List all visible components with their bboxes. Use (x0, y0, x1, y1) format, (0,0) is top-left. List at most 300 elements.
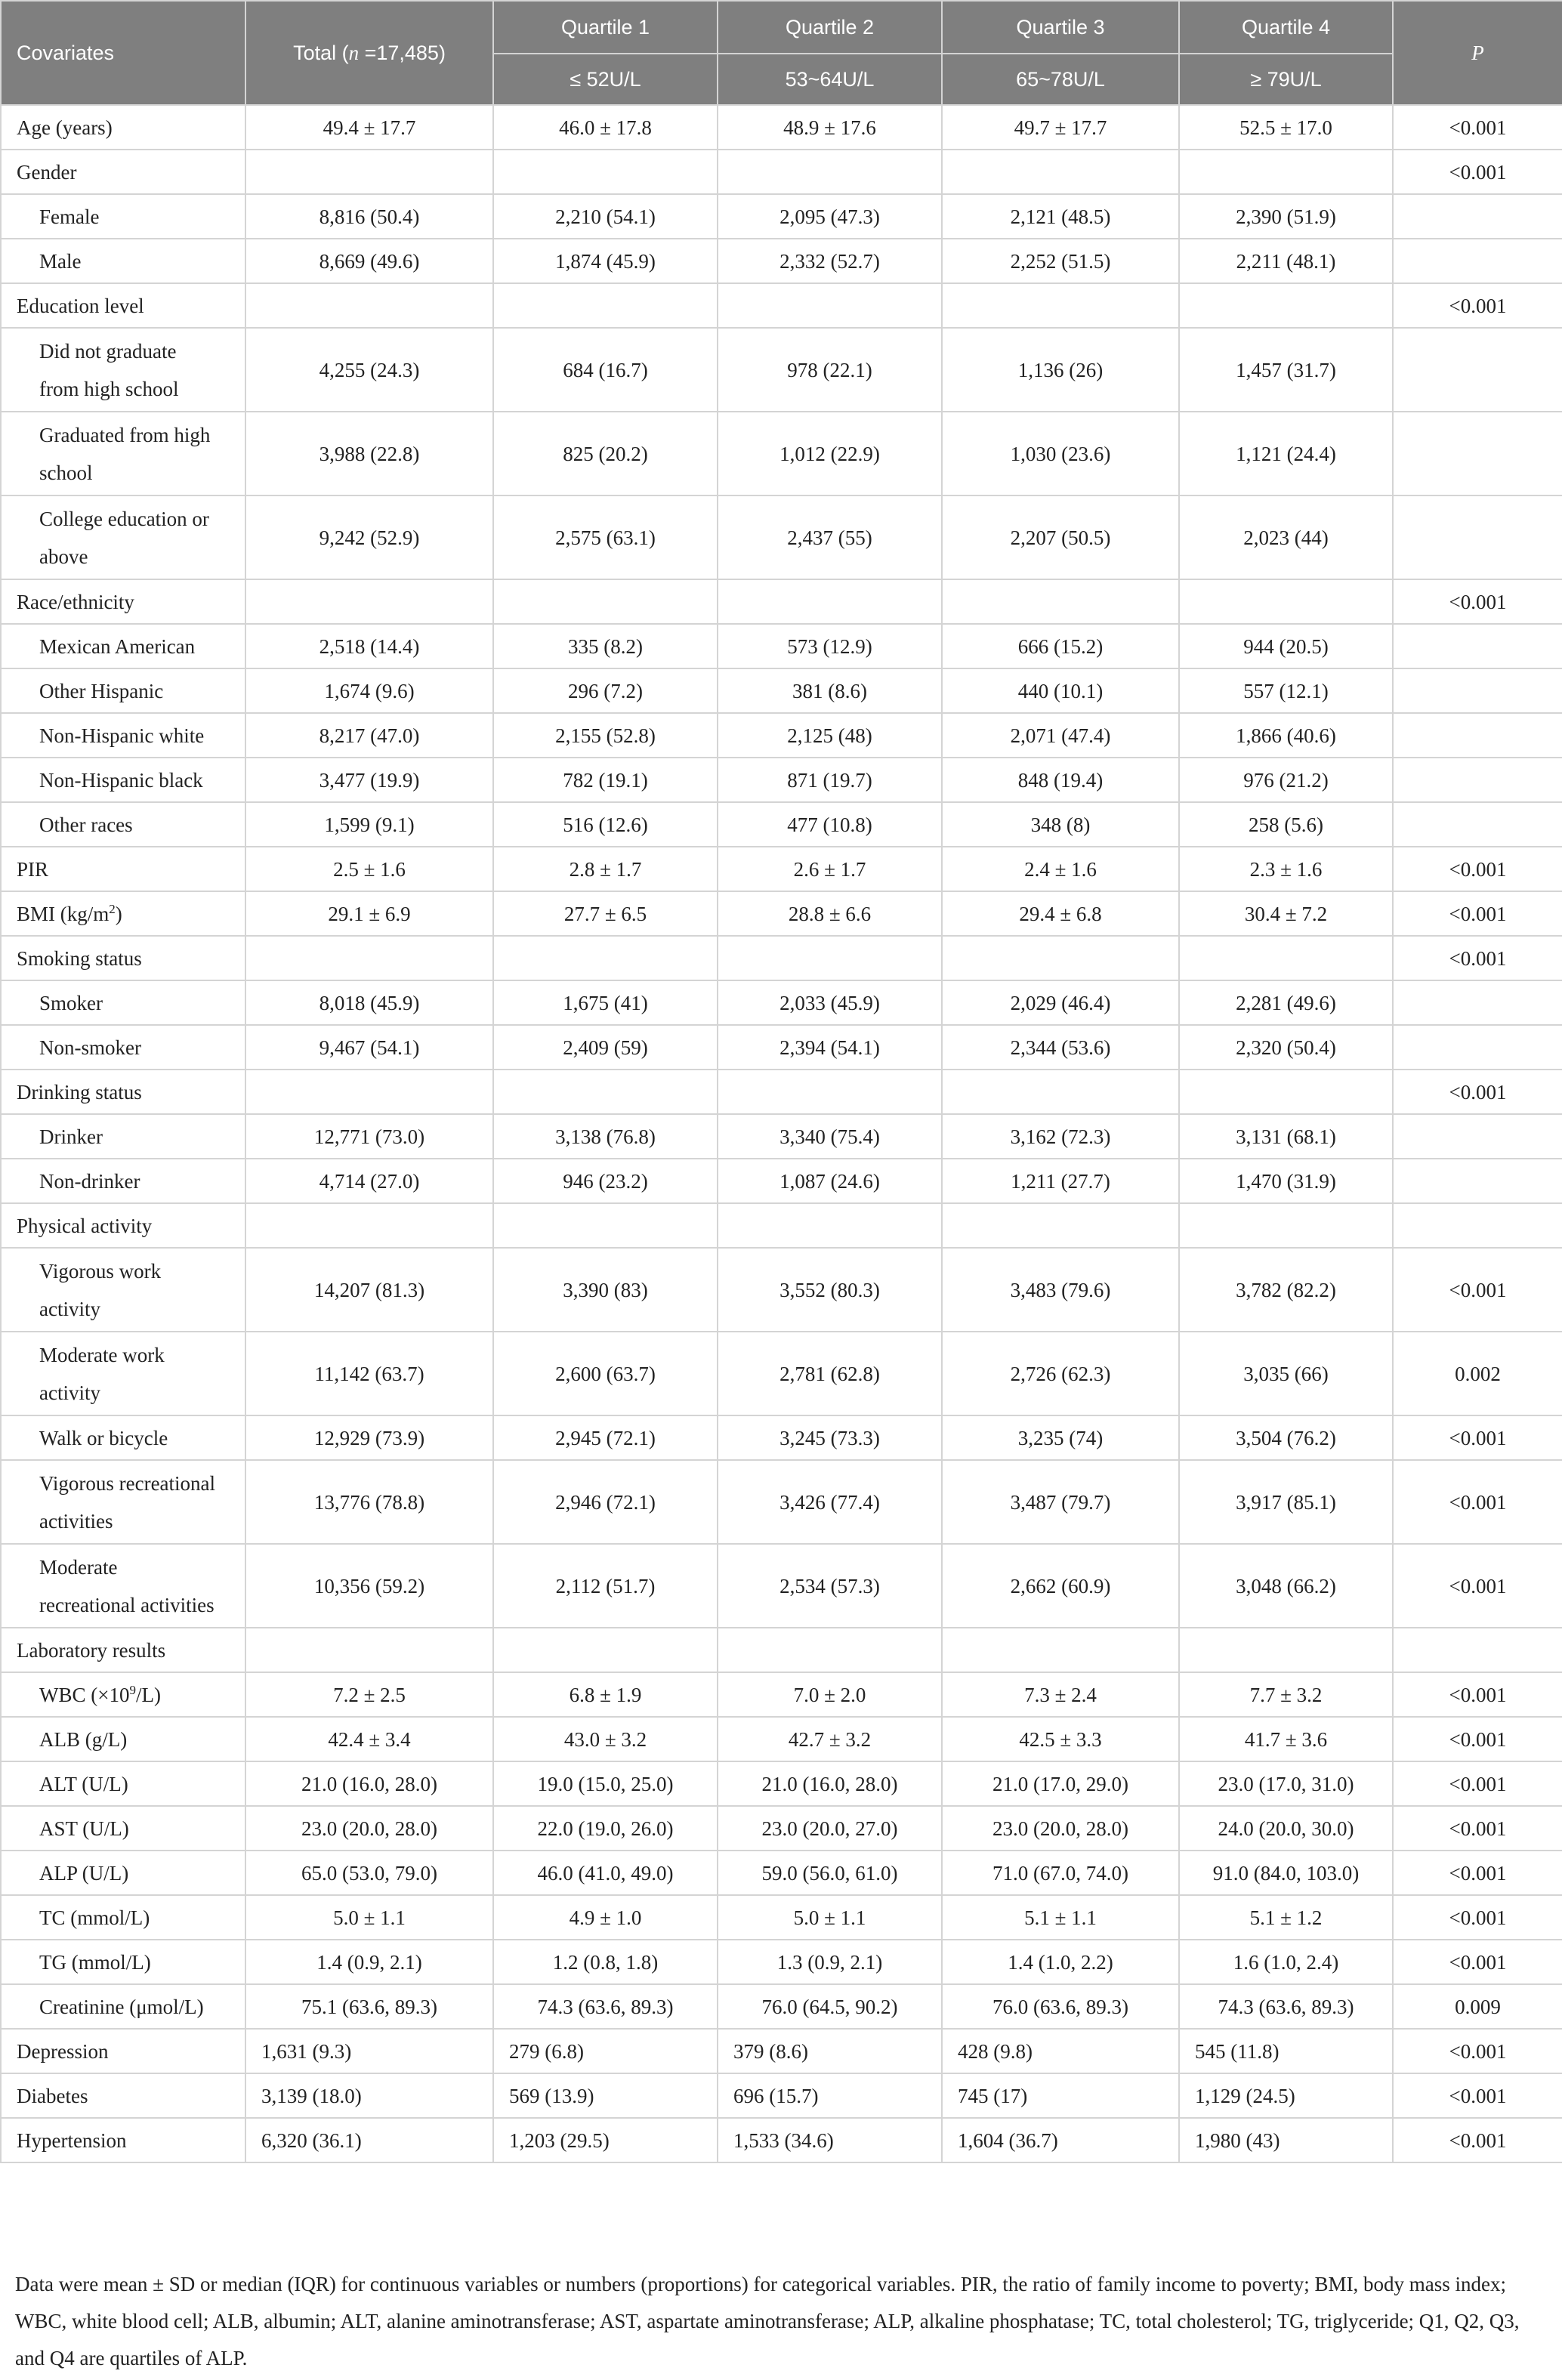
cell-total: 9,467 (54.1) (245, 1025, 493, 1070)
cell-q4: 52.5 ± 17.0 (1179, 105, 1393, 150)
cell-q1: 2,112 (51.7) (493, 1544, 718, 1628)
cell-q3 (942, 283, 1179, 328)
row-label: TG (mmol/L) (1, 1940, 245, 1984)
cell-p: <0.001 (1393, 1895, 1562, 1940)
row-label: Gender (1, 150, 245, 194)
cell-q2: 2,781 (62.8) (718, 1332, 942, 1415)
cell-q1 (493, 579, 718, 624)
row-label: Graduated from high school (1, 412, 245, 495)
cell-q4 (1179, 1203, 1393, 1248)
row-label: Non-smoker (1, 1025, 245, 1070)
cell-q1 (493, 1203, 718, 1248)
header-quartile-1-range: ≤ 52U/L (493, 54, 718, 105)
table-row (1, 1332, 1562, 1415)
row-label: BMI $(kg/m^2)$ (1, 891, 245, 936)
cell-q3: 1,211 (27.7) (942, 1159, 1179, 1203)
cell-q4 (1179, 283, 1393, 328)
cell-p: <0.001 (1393, 105, 1562, 150)
cell-q2: 3,245 (73.3) (718, 1415, 942, 1460)
cell-p (1393, 624, 1562, 668)
cell-q2 (718, 150, 942, 194)
table-row (1, 1114, 1562, 1159)
cell-q2: 3,552 (80.3) (718, 1248, 942, 1332)
cell-total: 1,674 (9.6) (245, 668, 493, 713)
cell-p: <0.001 (1393, 1672, 1562, 1717)
cell-total: 6,320 (36.1) (245, 2118, 493, 2162)
cell-q1: 782 (19.1) (493, 758, 718, 802)
cell-total (245, 1628, 493, 1672)
cell-q4: 3,035 (66) (1179, 1332, 1393, 1415)
table-row (1, 194, 1562, 239)
cell-total: 5.0 ± 1.1 (245, 1895, 493, 1940)
cell-total: 3,477 (19.9) (245, 758, 493, 802)
cell-q1: 1.2 (0.8, 1.8) (493, 1940, 718, 1984)
cell-q1: 3,138 (76.8) (493, 1114, 718, 1159)
cell-p: <0.001 (1393, 579, 1562, 624)
header-quartile-3: Quartile 3 (942, 1, 1179, 54)
cell-p (1393, 1203, 1562, 1248)
cell-q4: 41.7 ± 3.6 (1179, 1717, 1393, 1761)
cell-q3: 5.1 ± 1.1 (942, 1895, 1179, 1940)
cell-q2: 2,033 (45.9) (718, 980, 942, 1025)
table-row (1, 1544, 1562, 1628)
cell-total: 9,242 (52.9) (245, 495, 493, 579)
cell-total: 65.0 (53.0, 79.0) (245, 1851, 493, 1895)
row-label: WBC $(\times 10^9/L)$ (1, 1672, 245, 1717)
row-label: ALT (U/L) (1, 1761, 245, 1806)
cell-p: <0.001 (1393, 891, 1562, 936)
cell-q1: 825 (20.2) (493, 412, 718, 495)
table-row (1, 1672, 1562, 1717)
cell-q4: 23.0 (17.0, 31.0) (1179, 1761, 1393, 1806)
cell-total: 21.0 (16.0, 28.0) (245, 1761, 493, 1806)
cell-q4: 3,048 (66.2) (1179, 1544, 1393, 1628)
cell-q1 (493, 150, 718, 194)
cell-total (245, 936, 493, 980)
cell-q3: 848 (19.4) (942, 758, 1179, 802)
table-row (1, 802, 1562, 847)
cell-q4: 1,866 (40.6) (1179, 713, 1393, 758)
cell-q4 (1179, 936, 1393, 980)
cell-p: 0.002 (1393, 1332, 1562, 1415)
cell-q4: 1.6 (1.0, 2.4) (1179, 1940, 1393, 1984)
row-label: AST (U/L) (1, 1806, 245, 1851)
table-row (1, 150, 1562, 194)
cell-q2: 76.0 (64.5, 90.2) (718, 1984, 942, 2029)
table-row (1, 1940, 1562, 1984)
cell-q4: 1,121 (24.4) (1179, 412, 1393, 495)
cell-q2: 2,125 (48) (718, 713, 942, 758)
cell-total: 14,207 (81.3) (245, 1248, 493, 1332)
cell-p (1393, 1114, 1562, 1159)
header-quartile-2: Quartile 2 (718, 1, 942, 54)
cell-q2: 978 (22.1) (718, 328, 942, 412)
cell-q1: 2.8 ± 1.7 (493, 847, 718, 891)
cell-q3 (942, 1203, 1179, 1248)
cell-q1 (493, 1070, 718, 1114)
cell-q2 (718, 579, 942, 624)
cell-q4: 2,023 (44) (1179, 495, 1393, 579)
cell-p (1393, 758, 1562, 802)
cell-total: 1,631 (9.3) (245, 2029, 493, 2073)
cell-total: 12,771 (73.0) (245, 1114, 493, 1159)
cell-total: 10,356 (59.2) (245, 1544, 493, 1628)
cell-p: <0.001 (1393, 1940, 1562, 1984)
cell-q1: 296 (7.2) (493, 668, 718, 713)
row-label: Mexican American (1, 624, 245, 668)
cell-total: 29.1 ± 6.9 (245, 891, 493, 936)
cell-total: 8,816 (50.4) (245, 194, 493, 239)
cell-p (1393, 194, 1562, 239)
cell-q1: 2,945 (72.1) (493, 1415, 718, 1460)
cell-q2: 573 (12.9) (718, 624, 942, 668)
table-row (1, 758, 1562, 802)
cell-q2 (718, 936, 942, 980)
cell-q1: 4.9 ± 1.0 (493, 1895, 718, 1940)
cell-q1 (493, 1628, 718, 1672)
cell-p: <0.001 (1393, 1544, 1562, 1628)
cell-q3: 2,344 (53.6) (942, 1025, 1179, 1070)
table-row (1, 847, 1562, 891)
cell-total: 13,776 (78.8) (245, 1460, 493, 1544)
cell-q4: 74.3 (63.6, 89.3) (1179, 1984, 1393, 2029)
table-row (1, 1895, 1562, 1940)
cell-q3: 440 (10.1) (942, 668, 1179, 713)
cell-q3: 3,235 (74) (942, 1415, 1179, 1460)
cell-p (1393, 1159, 1562, 1203)
cell-q4: 1,470 (31.9) (1179, 1159, 1393, 1203)
cell-total: 11,142 (63.7) (245, 1332, 493, 1415)
table-row (1, 1248, 1562, 1332)
table-row (1, 936, 1562, 980)
cell-q1: 1,203 (29.5) (493, 2118, 718, 2162)
cell-q2: 1,012 (22.9) (718, 412, 942, 495)
cell-q4: 2.3 ± 1.6 (1179, 847, 1393, 891)
cell-q4: 30.4 ± 7.2 (1179, 891, 1393, 936)
row-label: Vigorous work activity (1, 1248, 245, 1332)
header-total: Total (n =17,485) (245, 1, 493, 105)
cell-q1: 46.0 (41.0, 49.0) (493, 1851, 718, 1895)
table-row (1, 1717, 1562, 1761)
row-label: Other Hispanic (1, 668, 245, 713)
header-covariates: Covariates (1, 1, 245, 105)
table-row (1, 579, 1562, 624)
cell-q4: 2,320 (50.4) (1179, 1025, 1393, 1070)
row-label: Drinking status (1, 1070, 245, 1114)
cell-q2: 42.7 ± 3.2 (718, 1717, 942, 1761)
cell-p (1393, 980, 1562, 1025)
cell-q3 (942, 1628, 1179, 1672)
cell-q4: 976 (21.2) (1179, 758, 1393, 802)
cell-total: 12,929 (73.9) (245, 1415, 493, 1460)
cell-q3: 2,252 (51.5) (942, 239, 1179, 283)
cell-q2: 7.0 ± 2.0 (718, 1672, 942, 1717)
cell-p: <0.001 (1393, 1717, 1562, 1761)
cell-total (245, 150, 493, 194)
cell-q3: 3,162 (72.3) (942, 1114, 1179, 1159)
cell-q1: 335 (8.2) (493, 624, 718, 668)
header-quartile-3-range: 65~78U/L (942, 54, 1179, 105)
cell-q1: 569 (13.9) (493, 2073, 718, 2118)
cell-q4: 3,782 (82.2) (1179, 1248, 1393, 1332)
cell-q4: 24.0 (20.0, 30.0) (1179, 1806, 1393, 1851)
cell-p: 0.009 (1393, 1984, 1562, 2029)
cell-q2: 3,340 (75.4) (718, 1114, 942, 1159)
row-label: Female (1, 194, 245, 239)
cell-q2: 2,437 (55) (718, 495, 942, 579)
cell-p: <0.001 (1393, 150, 1562, 194)
table-row (1, 1070, 1562, 1114)
cell-p (1393, 328, 1562, 412)
cell-total: 4,714 (27.0) (245, 1159, 493, 1203)
row-label: Moderate work activity (1, 1332, 245, 1415)
cell-q2 (718, 1203, 942, 1248)
table-row (1, 412, 1562, 495)
row-label: ALB (g/L) (1, 1717, 245, 1761)
row-label: Other races (1, 802, 245, 847)
cell-q2: 2,095 (47.3) (718, 194, 942, 239)
cell-q4: 258 (5.6) (1179, 802, 1393, 847)
cell-q2: 21.0 (16.0, 28.0) (718, 1761, 942, 1806)
row-label: College education or above (1, 495, 245, 579)
table-row (1, 1460, 1562, 1544)
cell-q2: 1,087 (24.6) (718, 1159, 942, 1203)
table-row (1, 1203, 1562, 1248)
cell-q3 (942, 150, 1179, 194)
cell-q1: 6.8 ± 1.9 (493, 1672, 718, 1717)
cell-q2 (718, 1628, 942, 1672)
cell-q1: 2,946 (72.1) (493, 1460, 718, 1544)
row-label: Walk or bicycle (1, 1415, 245, 1460)
cell-q1: 2,155 (52.8) (493, 713, 718, 758)
cell-q1: 946 (23.2) (493, 1159, 718, 1203)
cell-q3: 49.7 ± 17.7 (942, 105, 1179, 150)
cell-q2: 2,534 (57.3) (718, 1544, 942, 1628)
cell-q2 (718, 283, 942, 328)
row-label: ALP (U/L) (1, 1851, 245, 1895)
cell-q4: 944 (20.5) (1179, 624, 1393, 668)
table-row (1, 1761, 1562, 1806)
cell-q3: 745 (17) (942, 2073, 1179, 2118)
cell-q4: 2,211 (48.1) (1179, 239, 1393, 283)
cell-q4: 5.1 ± 1.2 (1179, 1895, 1393, 1940)
cell-q4: 557 (12.1) (1179, 668, 1393, 713)
cell-total: 1,599 (9.1) (245, 802, 493, 847)
cell-q1: 19.0 (15.0, 25.0) (493, 1761, 718, 1806)
cell-q2: 3,426 (77.4) (718, 1460, 942, 1544)
cell-p: <0.001 (1393, 2073, 1562, 2118)
table-row (1, 495, 1562, 579)
cell-q1: 74.3 (63.6, 89.3) (493, 1984, 718, 2029)
table-row (1, 1851, 1562, 1895)
cell-q4 (1179, 1628, 1393, 1672)
cell-p: <0.001 (1393, 936, 1562, 980)
cell-q1: 43.0 ± 3.2 (493, 1717, 718, 1761)
cell-p (1393, 1628, 1562, 1672)
table-row (1, 2029, 1562, 2073)
cell-total: 8,669 (49.6) (245, 239, 493, 283)
cell-p: <0.001 (1393, 847, 1562, 891)
cell-q3: 23.0 (20.0, 28.0) (942, 1806, 1179, 1851)
cell-total: 1.4 (0.9, 2.1) (245, 1940, 493, 1984)
row-label: TC (mmol/L) (1, 1895, 245, 1940)
cell-total: 3,988 (22.8) (245, 412, 493, 495)
row-label: Non-Hispanic white (1, 713, 245, 758)
table-row (1, 105, 1562, 150)
cell-q3: 2,662 (60.9) (942, 1544, 1179, 1628)
table-body (1, 105, 1562, 2162)
table-row (1, 713, 1562, 758)
cell-q3: 3,487 (79.7) (942, 1460, 1179, 1544)
cell-q3: 3,483 (79.6) (942, 1248, 1179, 1332)
table-row (1, 668, 1562, 713)
cell-total: 2,518 (14.4) (245, 624, 493, 668)
row-label: Creatinine (μmol/L) (1, 1984, 245, 2029)
cell-q1: 2,210 (54.1) (493, 194, 718, 239)
row-label: Education level (1, 283, 245, 328)
cell-q1: 1,675 (41) (493, 980, 718, 1025)
cell-q2: 2,332 (52.7) (718, 239, 942, 283)
cell-q4: 2,281 (49.6) (1179, 980, 1393, 1025)
cell-q1: 3,390 (83) (493, 1248, 718, 1332)
header-p-value: P (1393, 1, 1562, 105)
cell-p (1393, 1025, 1562, 1070)
row-label: Non-drinker (1, 1159, 245, 1203)
table-row (1, 283, 1562, 328)
cell-q3: 1,604 (36.7) (942, 2118, 1179, 2162)
cell-total: 42.4 ± 3.4 (245, 1717, 493, 1761)
cell-q3: 2,071 (47.4) (942, 713, 1179, 758)
cell-total (245, 579, 493, 624)
cell-p: <0.001 (1393, 2029, 1562, 2073)
row-label: Laboratory results (1, 1628, 245, 1672)
cell-q3: 2,207 (50.5) (942, 495, 1179, 579)
header-quartile-4: Quartile 4 (1179, 1, 1393, 54)
cell-total (245, 1070, 493, 1114)
cell-q3 (942, 579, 1179, 624)
cell-q3: 29.4 ± 6.8 (942, 891, 1179, 936)
cell-q3: 1,136 (26) (942, 328, 1179, 412)
row-label: Drinker (1, 1114, 245, 1159)
cell-p: <0.001 (1393, 283, 1562, 328)
cell-total: 7.2 ± 2.5 (245, 1672, 493, 1717)
cell-p: <0.001 (1393, 1460, 1562, 1544)
row-label: Smoking status (1, 936, 245, 980)
table-row (1, 328, 1562, 412)
table-row (1, 2118, 1562, 2162)
cell-q3: 1,030 (23.6) (942, 412, 1179, 495)
cell-q4: 1,457 (31.7) (1179, 328, 1393, 412)
cell-q3: 2.4 ± 1.6 (942, 847, 1179, 891)
cell-total: 4,255 (24.3) (245, 328, 493, 412)
cell-q2: 23.0 (20.0, 27.0) (718, 1806, 942, 1851)
cell-total (245, 1203, 493, 1248)
table-row (1, 1025, 1562, 1070)
table-row (1, 891, 1562, 936)
cell-p: <0.001 (1393, 2118, 1562, 2162)
table-row (1, 239, 1562, 283)
cell-q1: 516 (12.6) (493, 802, 718, 847)
cell-q3: 2,121 (48.5) (942, 194, 1179, 239)
cell-p: <0.001 (1393, 1415, 1562, 1460)
cell-total: 75.1 (63.6, 89.3) (245, 1984, 493, 2029)
table-header (1, 1, 1562, 105)
cell-total: 8,217 (47.0) (245, 713, 493, 758)
table-row (1, 1806, 1562, 1851)
cell-q1 (493, 936, 718, 980)
cell-q2: 1.3 (0.9, 2.1) (718, 1940, 942, 1984)
row-label: Race/ethnicity (1, 579, 245, 624)
cell-q3: 76.0 (63.6, 89.3) (942, 1984, 1179, 2029)
cell-q4: 3,131 (68.1) (1179, 1114, 1393, 1159)
cell-q2: 696 (15.7) (718, 2073, 942, 2118)
table-row (1, 624, 1562, 668)
cell-total: 23.0 (20.0, 28.0) (245, 1806, 493, 1851)
cell-total: 3,139 (18.0) (245, 2073, 493, 2118)
cell-q2: 5.0 ± 1.1 (718, 1895, 942, 1940)
cell-p (1393, 668, 1562, 713)
cell-q4: 545 (11.8) (1179, 2029, 1393, 2073)
cell-p (1393, 239, 1562, 283)
row-label: Male (1, 239, 245, 283)
cell-q1: 279 (6.8) (493, 2029, 718, 2073)
cell-q1: 1,874 (45.9) (493, 239, 718, 283)
row-label: Diabetes (1, 2073, 245, 2118)
row-label: Physical activity (1, 1203, 245, 1248)
cell-q4: 3,917 (85.1) (1179, 1460, 1393, 1544)
cell-p (1393, 713, 1562, 758)
row-label: Non-Hispanic black (1, 758, 245, 802)
table-row (1, 1415, 1562, 1460)
cell-q2: 381 (8.6) (718, 668, 942, 713)
row-label: Depression (1, 2029, 245, 2073)
cell-q4: 3,504 (76.2) (1179, 1415, 1393, 1460)
cell-q1: 46.0 ± 17.8 (493, 105, 718, 150)
header-quartile-2-range: 53~64U/L (718, 54, 942, 105)
cell-q1: 2,409 (59) (493, 1025, 718, 1070)
cell-q3 (942, 936, 1179, 980)
cell-p: <0.001 (1393, 1806, 1562, 1851)
cell-q4 (1179, 1070, 1393, 1114)
cell-q2: 1,533 (34.6) (718, 2118, 942, 2162)
cell-q3 (942, 1070, 1179, 1114)
cell-q1 (493, 283, 718, 328)
cell-q1: 2,575 (63.1) (493, 495, 718, 579)
cell-total: 49.4 ± 17.7 (245, 105, 493, 150)
cell-q4: 91.0 (84.0, 103.0) (1179, 1851, 1393, 1895)
cell-q3: 42.5 ± 3.3 (942, 1717, 1179, 1761)
cell-q2 (718, 1070, 942, 1114)
cell-q1: 684 (16.7) (493, 328, 718, 412)
table-row (1, 2073, 1562, 2118)
cell-q1: 22.0 (19.0, 26.0) (493, 1806, 718, 1851)
row-label: Smoker (1, 980, 245, 1025)
cell-q4: 2,390 (51.9) (1179, 194, 1393, 239)
row-label: PIR (1, 847, 245, 891)
cell-q3: 2,029 (46.4) (942, 980, 1179, 1025)
cell-p (1393, 802, 1562, 847)
row-label: Age (years) (1, 105, 245, 150)
cell-q3: 428 (9.8) (942, 2029, 1179, 2073)
table-row (1, 980, 1562, 1025)
cell-total: 8,018 (45.9) (245, 980, 493, 1025)
cell-q1: 2,600 (63.7) (493, 1332, 718, 1415)
cell-p: <0.001 (1393, 1851, 1562, 1895)
row-label: Moderate recreational activities (1, 1544, 245, 1628)
cell-p (1393, 495, 1562, 579)
cell-q4: 1,980 (43) (1179, 2118, 1393, 2162)
row-label: Hypertension (1, 2118, 245, 2162)
